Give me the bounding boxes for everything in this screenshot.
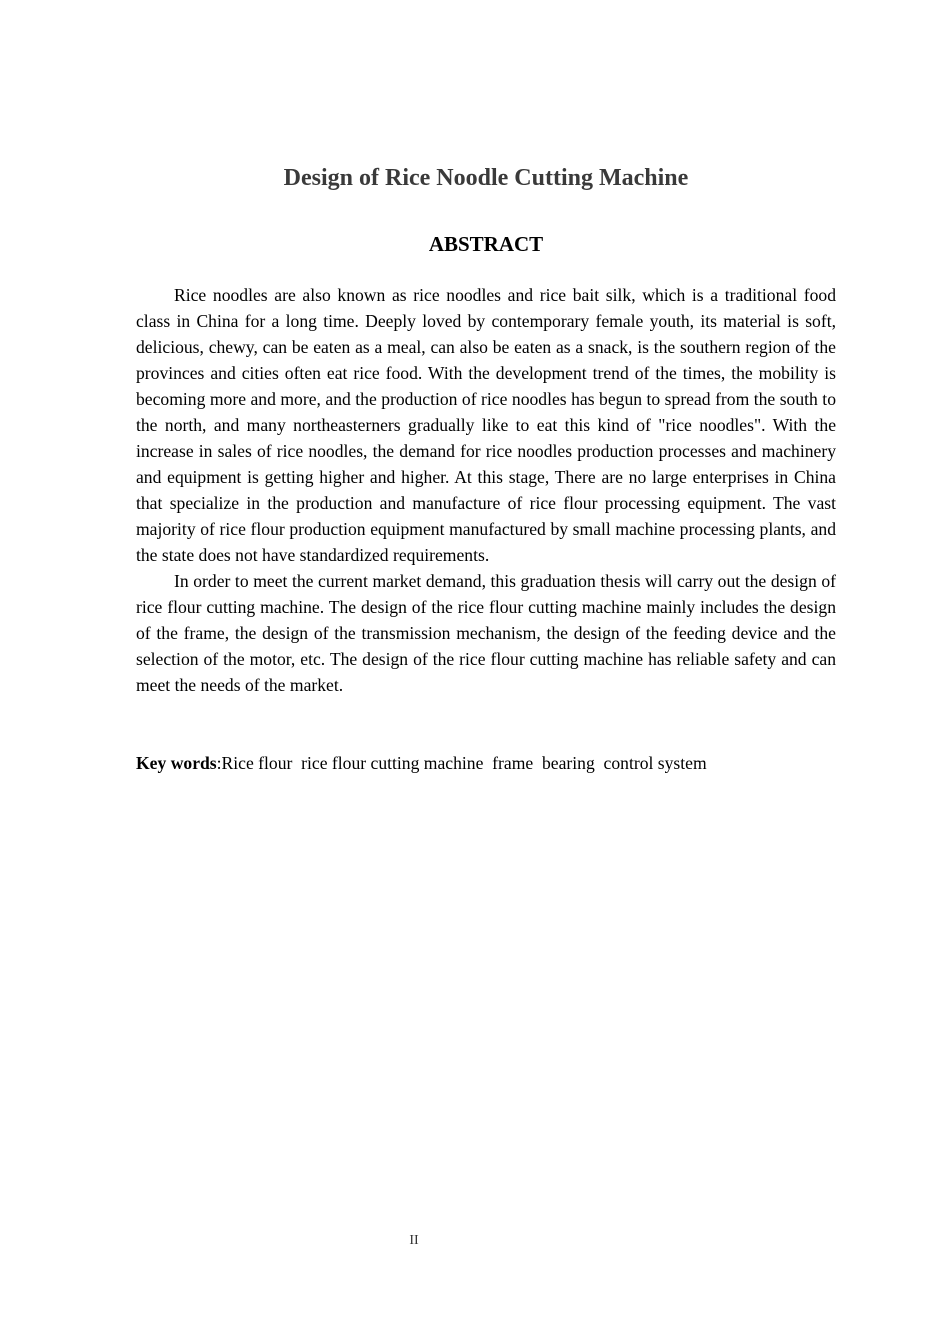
abstract-body bbox=[136, 282, 836, 698]
keywords-list: :Rice flour rice flour cutting machine frame bearing control system bbox=[216, 753, 707, 773]
abstract-heading: ABSTRACT bbox=[428, 232, 544, 256]
document-title: Design of Rice Noodle Cutting Machine bbox=[283, 165, 689, 191]
abstract-paragraph-2: In order to meet the current market demand, this graduation thesis will carry out the design of rice flour cutting machine. The design of the rice flour cutting machine mainly includes the design of the frame, the design of the transmission mechanism, the design of the feeding device and the selection of the motor, etc. The design of the rice flour cutting machine has reliable safety and can meet the needs of the market. bbox=[136, 571, 836, 695]
page-number: II bbox=[409, 1233, 419, 1248]
keywords-label: Key words bbox=[136, 753, 217, 773]
keywords-line bbox=[136, 750, 836, 776]
abstract-paragraph-1: Rice noodles are also known as rice noodles and rice bait silk, which is a traditional food class in China for a long time. Deeply loved by contemporary female youth, its material is soft, delicious, chewy, can be eaten as a meal, can also be eaten as a snack, is the southern region of the provinces and cities often eat rice food. With the development trend of the times, the mobility is becoming more and more, and the production of rice noodles has begun to spread from the south to the north, and many northeasterners gradually like to eat this kind of "rice noodles". With the increase in sales of rice noodles, the demand for rice noodles production processes and machinery and equipment is getting higher and higher. At this stage, There are no large enterprises in China that specialize in the production and manufacture of rice flour processing equipment. The vast majority of rice flour production equipment manufactured by small machine processing plants, and the state does not have standardized requirements. bbox=[136, 285, 836, 565]
